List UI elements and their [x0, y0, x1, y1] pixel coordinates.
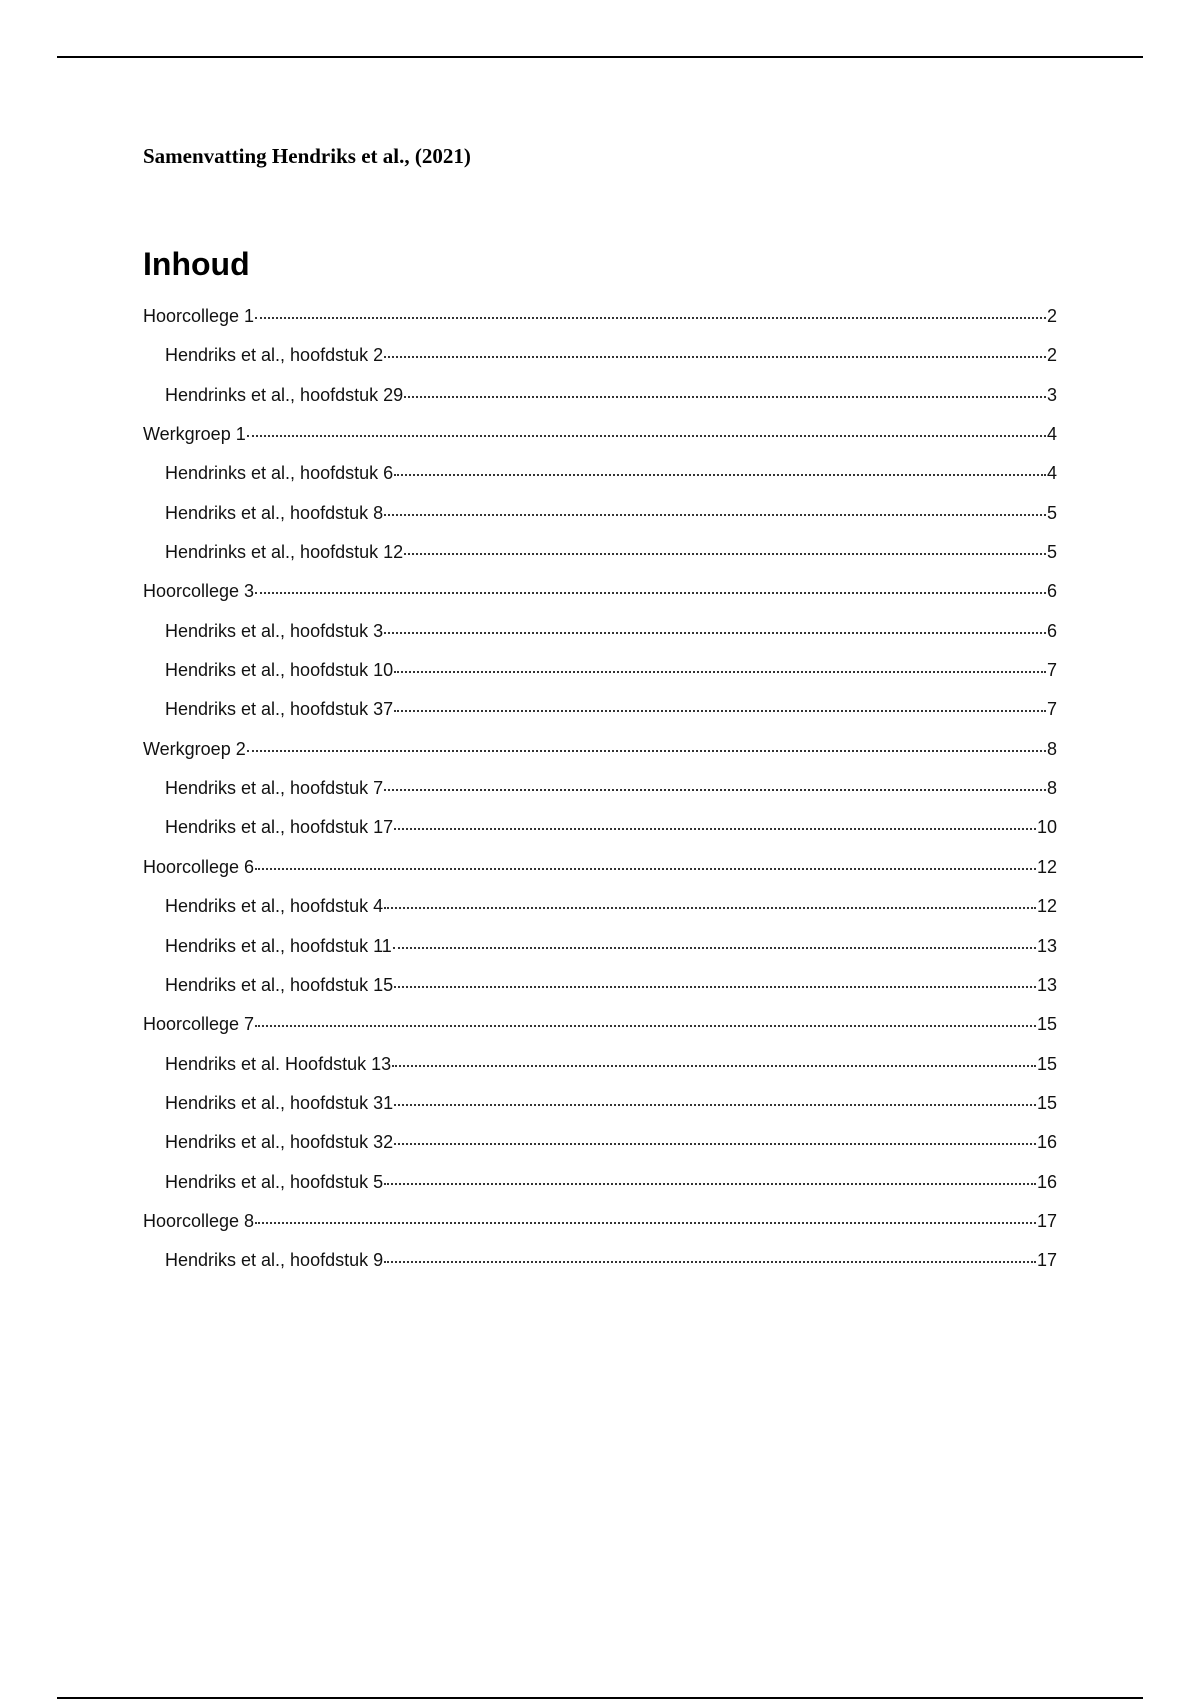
toc-entry-label: Hendriks et al., hoofdstuk 32	[165, 1132, 394, 1153]
toc-entry-label: Hendriks et al., hoofdstuk 4	[165, 896, 384, 917]
toc-entry-page-number: 12	[1036, 896, 1057, 917]
toc-subsection-entry[interactable]	[143, 811, 1057, 850]
toc-entry-label: Hendriks et al., hoofdstuk 8	[165, 502, 384, 523]
toc-entry-page-number: 15	[1036, 1053, 1057, 1074]
table-of-contents	[143, 300, 1057, 1284]
toc-dot-leader	[384, 907, 1036, 909]
toc-subsection-entry[interactable]	[143, 1126, 1057, 1165]
toc-dot-leader	[384, 1261, 1036, 1263]
toc-section-entry[interactable]	[143, 733, 1057, 772]
toc-dot-leader	[394, 828, 1036, 830]
toc-entry-label: Hendriks et al., hoofdstuk 11	[165, 935, 392, 956]
toc-entry-label: Hoorcollege 3	[143, 581, 255, 602]
toc-dot-leader	[384, 1183, 1036, 1185]
toc-entry-page-number: 7	[1046, 699, 1057, 720]
header-rule	[57, 56, 1143, 58]
toc-subsection-entry[interactable]	[143, 497, 1057, 536]
toc-dot-leader	[384, 356, 1046, 358]
toc-dot-leader	[247, 435, 1046, 437]
toc-entry-label: Hendriks et al., hoofdstuk 37	[165, 699, 394, 720]
toc-subsection-entry[interactable]	[143, 1048, 1057, 1087]
toc-entry-page-number: 16	[1036, 1132, 1057, 1153]
toc-dot-leader	[392, 1065, 1036, 1067]
toc-subsection-entry[interactable]	[143, 969, 1057, 1008]
toc-subsection-entry[interactable]	[143, 379, 1057, 418]
document-title: Samenvatting Hendriks et al., (2021)	[143, 144, 471, 168]
toc-section-entry[interactable]	[143, 300, 1057, 339]
toc-entry-page-number: 4	[1046, 424, 1057, 445]
footer-rule	[57, 1697, 1143, 1699]
toc-section-entry[interactable]	[143, 851, 1057, 890]
toc-dot-leader	[394, 671, 1046, 673]
toc-entry-page-number: 17	[1036, 1250, 1057, 1271]
toc-entry-label: Hendriks et al., hoofdstuk 7	[165, 778, 384, 799]
toc-dot-leader	[247, 750, 1046, 752]
toc-entry-page-number: 13	[1036, 974, 1057, 995]
toc-subsection-entry[interactable]	[143, 693, 1057, 732]
toc-entry-label: Hendrinks et al., hoofdstuk 6	[165, 463, 394, 484]
toc-dot-leader	[394, 1104, 1036, 1106]
toc-section-entry[interactable]	[143, 1205, 1057, 1244]
toc-entry-label: Hendrinks et al., hoofdstuk 12	[165, 542, 404, 563]
toc-entry-label: Hendriks et al., hoofdstuk 15	[165, 974, 394, 995]
toc-subsection-entry[interactable]	[143, 1166, 1057, 1205]
toc-entry-label: Hoorcollege 7	[143, 1014, 255, 1035]
toc-entry-page-number: 8	[1046, 738, 1057, 759]
toc-entry-label: Werkgroep 2	[143, 738, 246, 759]
toc-entry-page-number: 13	[1036, 935, 1057, 956]
toc-section-entry[interactable]	[143, 575, 1057, 614]
toc-entry-page-number: 10	[1036, 817, 1057, 838]
toc-dot-leader	[255, 592, 1046, 594]
toc-dot-leader	[394, 474, 1046, 476]
toc-dot-leader	[384, 789, 1046, 791]
toc-subsection-entry[interactable]	[143, 1244, 1057, 1283]
toc-entry-label: Hendriks et al., hoofdstuk 17	[165, 817, 394, 838]
toc-entry-label: Hendriks et al., hoofdstuk 2	[165, 345, 384, 366]
toc-section-entry[interactable]	[143, 1008, 1057, 1047]
toc-subsection-entry[interactable]	[143, 615, 1057, 654]
toc-entry-page-number: 17	[1036, 1210, 1057, 1231]
toc-dot-leader	[255, 868, 1036, 870]
toc-section-entry[interactable]	[143, 418, 1057, 457]
toc-entry-page-number: 8	[1046, 778, 1057, 799]
toc-entry-label: Hendriks et al., hoofdstuk 3	[165, 620, 384, 641]
toc-entry-label: Hoorcollege 6	[143, 856, 255, 877]
toc-subsection-entry[interactable]	[143, 772, 1057, 811]
toc-entry-page-number: 3	[1046, 384, 1057, 405]
toc-entry-page-number: 6	[1046, 581, 1057, 602]
toc-entry-page-number: 12	[1036, 856, 1057, 877]
toc-subsection-entry[interactable]	[143, 654, 1057, 693]
toc-entry-page-number: 6	[1046, 620, 1057, 641]
toc-subsection-entry[interactable]	[143, 339, 1057, 378]
toc-entry-page-number: 15	[1036, 1014, 1057, 1035]
toc-dot-leader	[404, 396, 1046, 398]
toc-subsection-entry[interactable]	[143, 457, 1057, 496]
toc-entry-label: Hendriks et al., hoofdstuk 9	[165, 1250, 384, 1271]
toc-entry-page-number: 16	[1036, 1171, 1057, 1192]
toc-dot-leader	[384, 632, 1046, 634]
toc-dot-leader	[404, 553, 1046, 555]
toc-entry-page-number: 2	[1046, 345, 1057, 366]
toc-dot-leader	[255, 1025, 1036, 1027]
toc-entry-label: Hoorcollege 8	[143, 1210, 255, 1231]
toc-entry-label: Hendrinks et al., hoofdstuk 29	[165, 384, 404, 405]
toc-heading: Inhoud	[143, 246, 250, 282]
toc-dot-leader	[255, 317, 1046, 319]
toc-entry-page-number: 5	[1046, 502, 1057, 523]
toc-dot-leader	[384, 514, 1046, 516]
toc-dot-leader	[255, 1222, 1036, 1224]
toc-entry-label: Hoorcollege 1	[143, 306, 255, 326]
toc-entry-label: Hendriks et al., hoofdstuk 31	[165, 1092, 394, 1113]
toc-subsection-entry[interactable]	[143, 536, 1057, 575]
toc-entry-page-number: 7	[1046, 660, 1057, 681]
toc-entry-label: Hendriks et al., hoofdstuk 10	[165, 660, 394, 681]
toc-entry-page-number: 15	[1036, 1092, 1057, 1113]
toc-entry-page-number: 2	[1046, 306, 1057, 326]
toc-entry-label: Hendriks et al. Hoofdstuk 13	[165, 1053, 392, 1074]
toc-entry-label: Hendriks et al., hoofdstuk 5	[165, 1171, 384, 1192]
toc-entry-page-number: 4	[1046, 463, 1057, 484]
toc-subsection-entry[interactable]	[143, 890, 1057, 929]
toc-dot-leader	[394, 986, 1036, 988]
toc-dot-leader	[394, 710, 1046, 712]
toc-dot-leader	[393, 947, 1036, 949]
toc-subsection-entry[interactable]	[143, 930, 1057, 969]
toc-subsection-entry[interactable]	[143, 1087, 1057, 1126]
toc-entry-page-number: 5	[1046, 542, 1057, 563]
toc-dot-leader	[394, 1143, 1036, 1145]
toc-entry-label: Werkgroep 1	[143, 424, 246, 445]
